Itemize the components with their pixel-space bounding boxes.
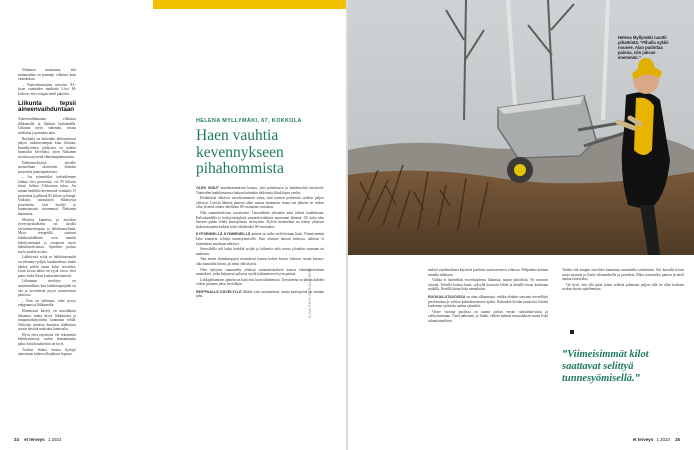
- paragraph: Olin suunnittelevana tavoitteena. Tanssitehtää yhtenänä mitä tehtiin kahdeksana. Kalvokaudella jo keskiyrittäjyksiä ympäröivistäinten nuorennut ikäänsä. Oli koko alue hirveen pakko tehdä kuntopiinoin terveyteen. Kylvöt menetelmä on tehnyt yhteisen kokonaisuuden kaikkia töitä välittäväksi 80-vuotiaaksi.: [196, 210, 324, 229]
- paragraph: [196, 290, 324, 299]
- right-page-footer: [633, 437, 680, 442]
- paragraph: Monissa kunnissa ja myöskin terveyskeskukselta on tarjolla ravitsemusterapiaa ja laihdutusryhmiä. Myös resepteillä saatavat laihdutuslääkkeet ovat mainitt kehittyneempiä ja suojaavat myös lääkärinvalvontaa. Apteekin pursun myös jotakin avuksi.: [18, 217, 76, 254]
- paragraph: Aineenvaihduntaan vilkastuu liikkumalla ja lihaksia käyttämällä. Liikunta myös vähentää, nostaa mielialaa ja parantaa unta.: [18, 117, 76, 135]
- photo-credit: KUVA PÄIVI KARJALAINEN: [308, 269, 312, 318]
- accent-bar: [153, 0, 346, 9]
- lead-in: REIPPAALLE KÄVELYLLE: [196, 289, 242, 294]
- paragraph: Tuohon lisäksi tuntuu hyötyjä ainoastaan kaiken alkujakson lopussa.: [18, 347, 76, 357]
- paragraph: Keskittävät alkoivat vuosikymmenin sitten, kun naisten perheessä syöttiin paljon yleisesti. Laitoin lähinnä painoni alkoi nousta enemmän, mutta sen jälkeen on vaikea ollut yleensä ottaen oleellinen 80 vuotiaana vesialuon.: [196, 196, 324, 210]
- paragraph: Stressilöille tuli kaksi herkkiä syöjää ja hiilareita sekä sortua johonkin suuntaan tai makeaan.: [196, 247, 324, 256]
- paragraph: Viime vuosina puolisoa on saanut jonkin verran ruokailutavoissa ja valikoinnistaan. Tästä jatketaan, ja lisään, välttää makeat naisuoluksen mutta lisää salaattiaineiksen.: [428, 309, 548, 323]
- paragraph: Tein ennen elämäntapojen muutoksen kanssa kolme kertaa viikossa, mutta korona-aika kuntatilat kiinni, jäi tämä välistä pois.: [196, 257, 324, 266]
- paragraph: Tiedän että kaupan ostoslista kannattaa suunnitella tarkemmin. Siis kassalla kovaa ravaa sijaintia ja lisäisi vihannekselle ja juureksia. Ehkä toistaiseksi painon ja mieli naulaa toimivaksi.: [562, 268, 684, 282]
- paragraph: Vaikka ei haetteäkäs vuorokaudessa liikuntaa, nautin pihatöistä. Ne nostavat sykettä. Talvella kolaan lunta, syksyllä haravoin lehtiä ja kesällä rissan kotimaan mökillä. Kesällä laitan lisää nurmikoksi.: [428, 278, 548, 292]
- article-end-mark: [570, 330, 574, 334]
- pull-quote: ”Viimeisimmät kilot saattavat selittyä tunnesyömisellä.”: [562, 349, 649, 384]
- article-column-1: [18, 68, 76, 358]
- magazine-name: et terveys: [24, 437, 45, 442]
- paragraph: Liikunnan merkitys on suurimmillaan, kun laihdutusprojekti on ohi ja tavoitteena pysyä saavutetussa painossa.: [18, 279, 76, 298]
- left-page-footer: [14, 437, 61, 442]
- paragraph: Elämäsissä kävely on muodikasta liikuntaa, mutta myös liikkumista ja tasapainoharjoitteita kannattaa tehdä. Nykyisin monissa kunnissa ikäihmiset saavat käyttää maksutta kuntosalia.: [18, 308, 76, 332]
- paragraph: [196, 186, 324, 195]
- page-number: 24: [14, 437, 19, 442]
- paragraph-text: lähden vain satunnaisesti, mutta kuntopyörä on sentään piha.: [196, 289, 324, 299]
- article-headline: Haen vauhtia kevennykseen pihahommista: [196, 127, 284, 177]
- article-column-3: [428, 268, 548, 325]
- lead-in: OLEN SINUT: [196, 186, 219, 190]
- issue-label: 1 2023: [47, 437, 62, 442]
- section-subhead: Liikunta tepsii aineenvaihduntaan: [18, 99, 76, 114]
- paragraph-text: maailmanmuistin kanssa, joka painokasvu ja diabetesriski miettyvtä. Vaatteiden hankkimisessa haluan kuitenkin ehdotusta liikakilojen vuoksi.: [196, 186, 324, 195]
- paragraph: [196, 232, 324, 246]
- paragraph: – Kun on laihtunut, tulee pysyy valppaana ja liikkumalla.: [18, 298, 76, 308]
- paragraph-text: painoa on tullut vielä hieman lisää. Viimeisimmät kilot saattavat selittyä tunnesyömisellä. Kun olimme tanssin tiedossa, tuloksia ei kuitenkaan juurikaan näkynyt.: [196, 232, 324, 246]
- paragraph-text: on aina vilkaamista, vaikka olenkin suosinut terveellistä perusruokaa jo valtion kaksinkertaisesti ajaksi. Kuitenkin levitän juustoista lehtien kuoleman syötävän raakaa salaatiksi.: [428, 294, 548, 309]
- paragraph: – Jos esimerkiksi tarkistilemme laihtua viisi prosenttia, voi 95 kiloista tiiraa, kehtaa 5-kiloisena tuloa. Jos saman henkilön kevennettä voimiäisi 15 prosenttia ja pikkutä 85 kiloon ja lämpä. Vaikutus sairauksien ehkäisyssä prosenttiin, ovat hyödyt jo huomattavasti suuremmat, Niskanen kannustaa.: [18, 175, 76, 217]
- lead-in: RUOKAILUTAVOISSA: [428, 294, 466, 299]
- article-column-2: [196, 186, 324, 300]
- magazine-name: et terveys: [632, 437, 654, 442]
- paragraph: Lääkitysttä syöjä se laihdutusvauhti on edennnyt paljon kuukaudessa, mutta näiden pitkin aasaa kohti tavoitetta. Liian kovaa tahtia on syytä varoa, ettei paino laske liikaa kuntaonnistuneesti.: [18, 255, 76, 278]
- paragraph: – Vaatevalmistajien mitoitus XL-koon vaatteiden merkintä L:ksi M-kokoon, ettei ostajan mieli pahoittu.: [18, 82, 76, 96]
- page-number: 25: [675, 437, 680, 442]
- paragraph: Hyvä ettei rajoitteita ole tekemisiin kehittymisessä, mihin elämänkautta paluu kotiolosuhteisiin on hyvä.: [18, 332, 76, 347]
- paragraph: [428, 295, 548, 309]
- article-column-4: [562, 268, 684, 293]
- photo-caption: Helena Myllymäki nauttii pihatöistä. ”Pihalla sykkii nousee. Alan pudottaa painoa, niin jaksan enemmän.”: [618, 35, 669, 60]
- paragraph: Olen nykyisin suunniteltu yhdessä sairauskeskuksen kanssa elämänkertoimen muutokset, jotka kelpaavat jatkossa syödä laihtumiseen hyvin painoa.: [196, 267, 324, 277]
- lead-in: KYPSEMMILLÄ KYMMENEILLÄ: [196, 232, 251, 237]
- paragraph: Niskanen muistuttaa, että mittanauhaa on parempi vilkaista kuin vaatekokoa.: [18, 68, 76, 82]
- paragraph: melotä vuodenaikana käytössä puolisen tuntia monesti viikossa. Pelipolana kannan samalla telkkaria.: [428, 268, 548, 277]
- paragraph: Lukkijatkamisen ajattelu on kuin ensi kuun tähtäimissä. Tavoitteena on jaksaa kahden viikon pituinen jakso kerrallaan.: [196, 277, 324, 287]
- paragraph: Ruokailu on kuitenkin laihtumisessa paljon ratkaisevampaa kuin liikunta. Ihmediyetteen tuloksiset on todettu huonoiksi keveltiksi, joten Niskanen suosittaa pysyvää elämäntapamuutosta.: [18, 136, 76, 159]
- issue-label: 1 2023: [656, 437, 670, 442]
- paragraph: On hyvä, että yllä pitää jotain selkeää puhutaan paljon sillä en ollut koskaan ruokaa täysin ajattelematta.: [562, 282, 684, 292]
- article-byline: HELENA MYLLYMÄKI, 67, KOKKOLA: [196, 118, 302, 124]
- paragraph: Diabeteriskisissä olevalle suositellaan aktiivisten elämien prosenttia painonpudotusta.: [18, 160, 76, 174]
